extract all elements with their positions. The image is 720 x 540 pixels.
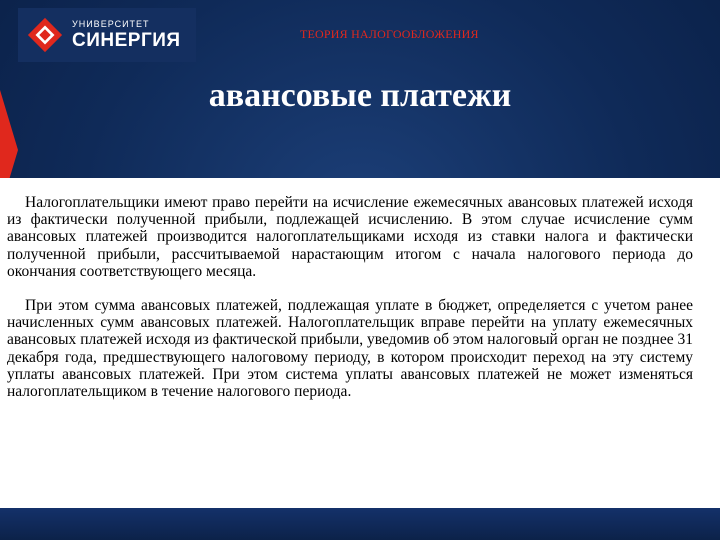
paragraph-1: Налогоплательщики имеют право перейти на исчисление ежемесячных авансовых платежей исходя из фактически полученной прибыли, подлежащей исчислению. В этом случае исчисление сумм авансовых платежей производится налогоплательщиками исходя из ставки налога и фактически полученной прибыли, рассчитываемой нарастающим итогом с начала налогового периода до окончания соответствующего месяца. (7, 194, 693, 280)
synergy-logo-icon (26, 16, 64, 54)
university-logo (18, 8, 196, 62)
logo-text (72, 20, 181, 50)
body-text (7, 194, 693, 400)
logo-line-synergy: СИНЕРГИЯ (72, 30, 181, 51)
paragraph-2: При этом сумма авансовых платежей, подлежащая уплате в бюджет, определяется с учетом ранее начисленных сумм авансовых платежей. Налогоплательщик вправе перейти на уплату ежемесячных авансовых платежей исходя из фактической прибыли, уведомив об этом налоговый орган не позднее 31 декабря года, предшествующего налоговому периоду, в котором происходит переход на эту систему уплаты авансовых платежей. При этом система уплаты авансовых платежей не может изменяться налогоплательщиком в течение налогового периода. (7, 297, 693, 401)
content-panel (0, 178, 720, 508)
footer-strip (0, 508, 720, 540)
logo-line-university: УНИВЕРСИТЕТ (72, 19, 150, 29)
subject-heading: ТЕОРИЯ НАЛОГООБЛОЖЕНИЯ (300, 27, 479, 41)
slide-title: авансовые платежи (208, 77, 512, 114)
